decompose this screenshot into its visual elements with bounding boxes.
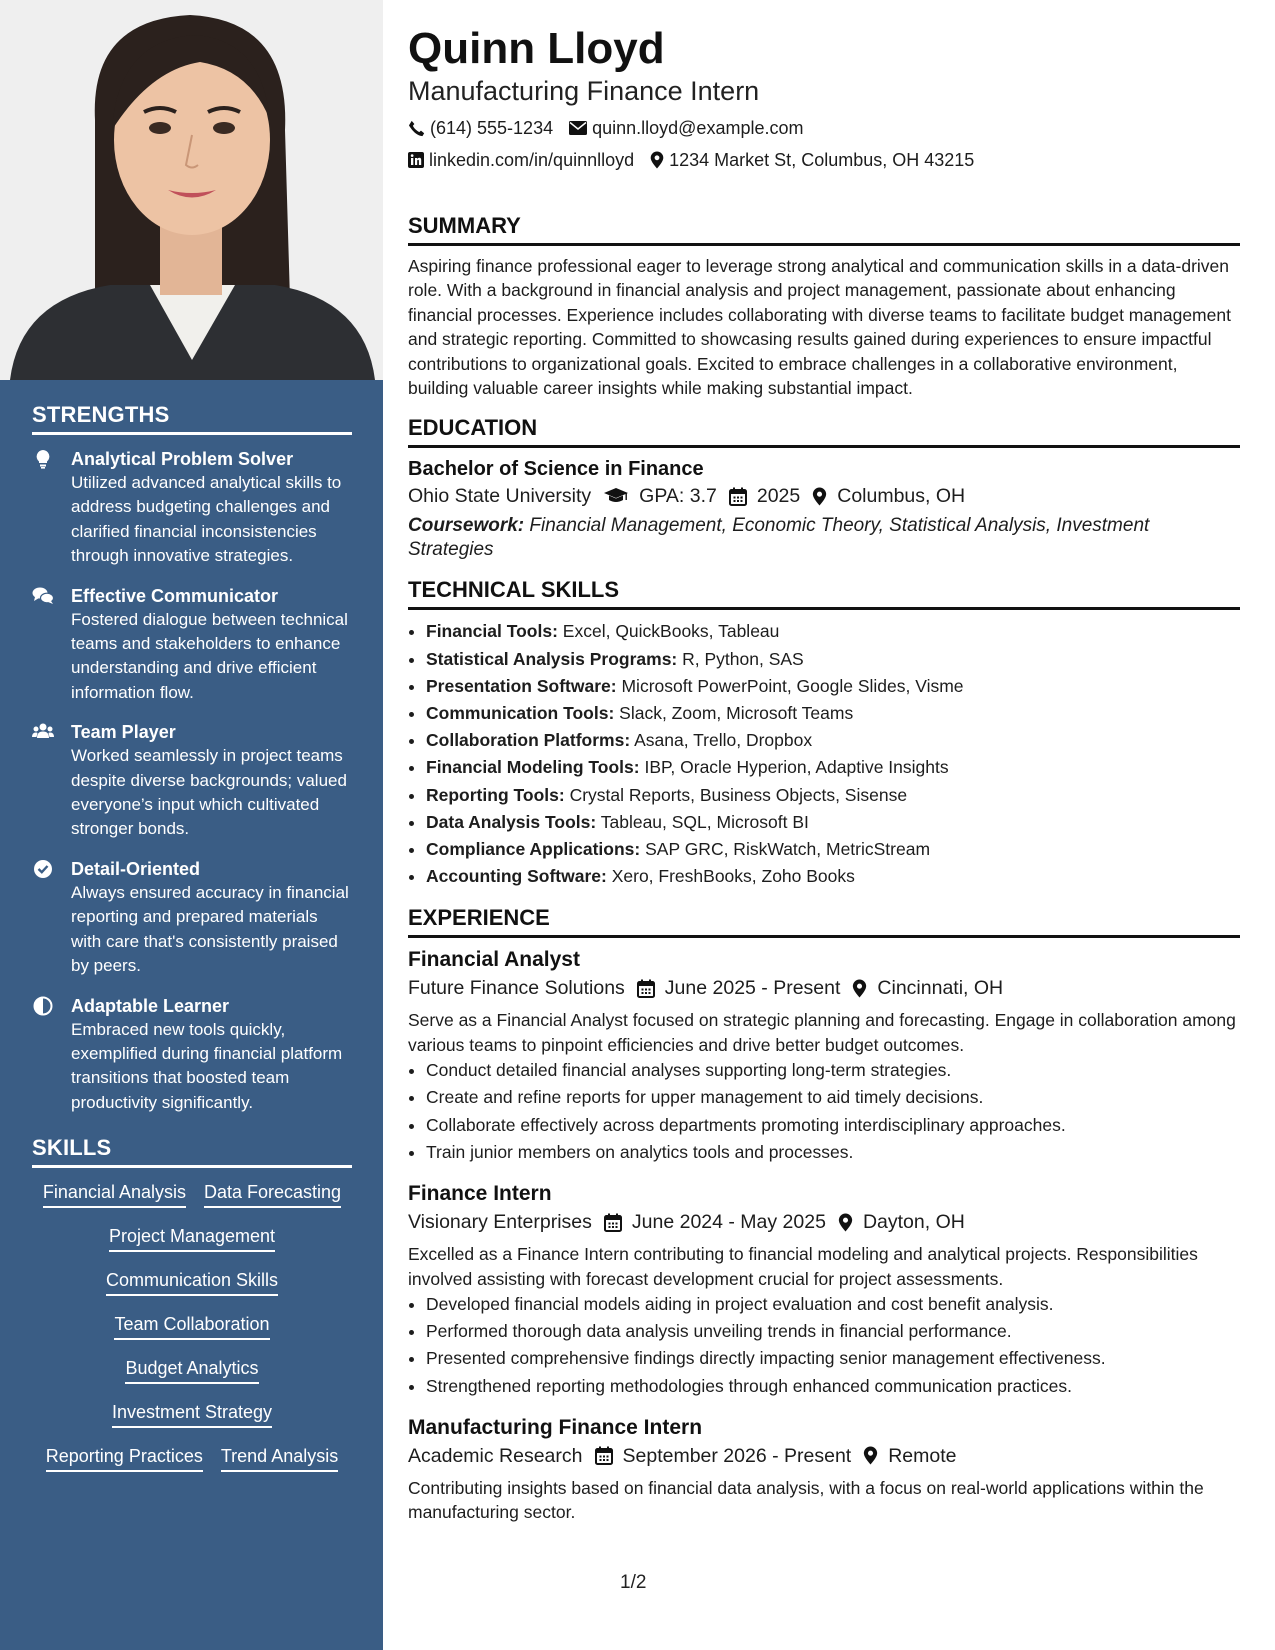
lightbulb-icon: [32, 449, 54, 469]
company-text: Future Finance Solutions: [408, 977, 625, 1000]
job-description: Serve as a Financial Analyst focused on strategic planning and forecasting. Engage in collaboration among various teams to pinpoint efficiencies and drive better budget outcomes.: [408, 1010, 1236, 1055]
summary-text: Aspiring finance professional eager to leverage strong analytical and communication skills in a data-driven role. With a background in financial analysis and project management, passionate about enhancing financial processes. Experience includes collaborating with diverse teams to facilitate budget management and strategic reporting. Committed to showcasing results gained during experiences to ensure impactful contributions to organizational goals. Excited to embrace challenges in a collaborative environment, building valuable career insights while making substantial impact.: [408, 256, 1231, 399]
job-entry: [408, 946, 1240, 1166]
list-item: • Presented comprehensive findings directly impacting senior management effectiveness.: [426, 1345, 1240, 1372]
sidebar: [0, 0, 383, 1650]
strength-item: [32, 994, 352, 1116]
linkedin-icon: [408, 152, 424, 168]
list-item: [426, 809, 1240, 836]
skill-tag: Budget Analytics: [125, 1356, 258, 1384]
gpa-item: [603, 482, 717, 510]
skill-row: [32, 1224, 352, 1252]
strength-desc: Utilized advanced analytical skills to address budgeting challenges and clarified financial inconsistencies through innovative strategies.: [71, 473, 342, 566]
dates-item: [604, 1208, 826, 1236]
strength-title: Team Player: [71, 722, 176, 743]
skill-tag: Trend Analysis: [221, 1444, 338, 1472]
calendar-icon: [595, 1446, 613, 1465]
skill-row: [32, 1356, 352, 1384]
strength-item: [32, 857, 352, 979]
skill-tag: Data Forecasting: [204, 1180, 341, 1208]
profile-photo: [0, 0, 383, 380]
skill-row: [32, 1312, 352, 1340]
candidate-role: Manufacturing Finance Intern: [408, 76, 760, 106]
skill-row: [32, 1180, 352, 1208]
address-text: 1234 Market St, Columbus, OH 43215: [669, 150, 975, 170]
list-item: [426, 754, 1240, 781]
map-pin-icon: [650, 151, 664, 169]
linkedin-contact[interactable]: [408, 148, 634, 172]
phone-icon: [408, 120, 425, 137]
coursework-label: Coursework:: [408, 515, 525, 537]
location-item: [852, 974, 1003, 1002]
list-item: [426, 782, 1240, 809]
calendar-icon: [604, 1213, 622, 1232]
email-text[interactable]: quinn.lloyd@example.com: [592, 118, 804, 138]
job-meta: [408, 1442, 1240, 1470]
dates-text: June 2024 - May 2025: [631, 1211, 826, 1234]
map-pin-icon: [852, 979, 867, 998]
email-contact[interactable]: [569, 116, 803, 140]
strength-desc: Worked seamlessly in project teams despite diverse backgrounds; valued everyone’s input which cultivated stronger bonds.: [71, 746, 347, 839]
job-title: Financial Analyst: [408, 948, 580, 972]
portrait-illustration: [0, 0, 383, 380]
skill-tag: Financial Analysis: [43, 1180, 186, 1208]
main-content: [408, 22, 1240, 1539]
list-item: • Conduct detailed financial analyses supporting long-term strategies.: [426, 1057, 1240, 1084]
gpa-text: GPA: 3.7: [639, 485, 717, 508]
job-title: Manufacturing Finance Intern: [408, 1415, 703, 1439]
map-pin-icon: [812, 487, 827, 506]
experience-heading: EXPERIENCE: [408, 904, 1240, 938]
strength-title: Analytical Problem Solver: [71, 449, 294, 469]
school-name: [408, 482, 591, 510]
linkedin-text[interactable]: linkedin.com/in/quinnlloyd: [429, 150, 635, 170]
candidate-name: Quinn Lloyd: [408, 24, 665, 73]
skill-label: Presentation Software:: [426, 675, 617, 696]
map-pin-icon: [863, 1446, 878, 1465]
list-item: [426, 646, 1240, 673]
degree-title: Bachelor of Science in Finance: [408, 458, 704, 481]
list-item: • Performed thorough data analysis unveiling trends in financial performance.: [426, 1318, 1240, 1345]
location-item: [863, 1442, 956, 1470]
location-text: Remote: [888, 1444, 957, 1467]
calendar-icon: [729, 487, 747, 506]
location-text: Columbus, OH: [837, 485, 966, 508]
location-item: [838, 1208, 965, 1236]
dates-text: June 2025 - Present: [664, 977, 841, 1000]
list-item: [426, 836, 1240, 863]
skill-value: Crystal Reports, Business Objects, Sisense: [569, 784, 908, 805]
skill-row: [32, 1268, 352, 1296]
strength-item: [32, 720, 352, 842]
summary-heading: SUMMARY: [408, 212, 1240, 246]
skill-tag: Communication Skills: [106, 1268, 278, 1296]
location-text: Dayton, OH: [862, 1211, 965, 1234]
location-text: Cincinnati, OH: [877, 977, 1004, 1000]
list-item: • Create and refine reports for upper management to aid timely decisions.: [426, 1084, 1240, 1111]
job-meta: [408, 974, 1240, 1002]
skill-value: R, Python, SAS: [682, 648, 804, 669]
company-text: Visionary Enterprises: [408, 1211, 592, 1234]
phone-text: (614) 555-1234: [430, 118, 554, 138]
list-item: [426, 700, 1240, 727]
skill-label: Financial Tools:: [426, 621, 558, 642]
skill-tag: Investment Strategy: [112, 1400, 272, 1428]
year-text: 2025: [756, 485, 801, 508]
skill-tag: Reporting Practices: [46, 1444, 203, 1472]
strength-desc: Embraced new tools quickly, exemplified during financial platform transitions that boosted team productivity significantly.: [71, 1019, 343, 1112]
users-icon: [32, 722, 54, 742]
company-item: [408, 1442, 583, 1470]
job-entry: [408, 1180, 1240, 1400]
list-item: [426, 673, 1240, 700]
skill-value: Slack, Zoom, Microsoft Teams: [619, 703, 854, 724]
job-bullets: [408, 1291, 1240, 1400]
graduation-cap-icon: [603, 487, 629, 505]
location-item: [812, 482, 965, 510]
skill-label: Communication Tools:: [426, 703, 615, 724]
skill-tag: Team Collaboration: [114, 1312, 269, 1340]
dates-text: September 2026 - Present: [622, 1444, 852, 1467]
skill-label: Statistical Analysis Programs:: [426, 648, 678, 669]
skill-label: Financial Modeling Tools:: [426, 757, 640, 778]
job-title: Finance Intern: [408, 1182, 552, 1206]
phone-contact: [408, 116, 553, 140]
skill-label: Reporting Tools:: [426, 784, 565, 805]
skill-label: Data Analysis Tools:: [426, 811, 597, 832]
company-item: [408, 1208, 592, 1236]
skill-label: Compliance Applications:: [426, 839, 641, 860]
list-item: [426, 618, 1240, 645]
technical-skills-heading: TECHNICAL SKILLS: [408, 576, 1240, 610]
job-description: Contributing insights based on financial data analysis, with a focus on real-world applications within the manufacturing sector.: [408, 1477, 1204, 1523]
dates-item: [595, 1442, 852, 1470]
school-text: Ohio State University: [408, 485, 592, 508]
strength-title: Detail-Oriented: [71, 858, 201, 879]
strength-title: Effective Communicator: [71, 585, 279, 606]
skill-label: Collaboration Platforms:: [426, 730, 631, 751]
half-circle-icon: [32, 996, 54, 1016]
address-contact: [650, 148, 974, 172]
strength-item: [32, 584, 352, 706]
coursework: [408, 514, 1240, 562]
education-heading: EDUCATION: [408, 414, 1240, 448]
strength-desc: Always ensured accuracy in financial reporting and prepared materials with care that's consistently praised by peers.: [71, 882, 349, 976]
comments-icon: [32, 586, 54, 606]
list-item: • Strengthened reporting methodologies through enhanced communication practices.: [426, 1373, 1240, 1400]
skill-value: Tableau, SQL, Microsoft BI: [600, 811, 809, 832]
job-entry: [408, 1414, 1240, 1525]
map-pin-icon: [838, 1213, 853, 1232]
job-description: Excelled as a Finance Intern contributing to financial modeling and analytical projects. Responsibilities involved assisting with forecast development crucial for project assessments.: [408, 1244, 1198, 1289]
calendar-icon: [637, 979, 655, 998]
company-item: [408, 974, 625, 1002]
list-item: • Train junior members on analytics tools and processes.: [426, 1139, 1240, 1166]
list-item: • Developed financial models aiding in project evaluation and cost benefit analysis.: [426, 1291, 1240, 1318]
envelope-icon: [569, 121, 587, 135]
skill-value: Xero, FreshBooks, Zoho Books: [611, 866, 855, 887]
job-meta: [408, 1208, 1240, 1236]
skill-value: SAP GRC, RiskWatch, MetricStream: [645, 839, 931, 860]
page-number: 1/2: [620, 1572, 647, 1593]
list-item: [426, 863, 1240, 890]
strengths-heading: STRENGTHS: [32, 402, 352, 435]
list-item: • Collaborate effectively across departments promoting interdisciplinary approaches.: [426, 1112, 1240, 1139]
skill-label: Accounting Software:: [426, 866, 607, 887]
skills-heading: SKILLS: [32, 1135, 352, 1168]
strength-desc: Fostered dialogue between technical teams and stakeholders to enhance understanding and drive efficient information flow.: [71, 609, 348, 702]
coursework-text: Financial Management, Economic Theory, Statistical Analysis, Investment Strategies: [408, 515, 1150, 561]
check-circle-icon: [32, 859, 54, 879]
strength-title: Adaptable Learner: [71, 995, 230, 1016]
year-item: [729, 482, 800, 510]
education-meta: [408, 482, 1240, 510]
contact-row: [408, 116, 1240, 140]
company-text: Academic Research: [408, 1444, 583, 1467]
job-bullets: [408, 1057, 1240, 1166]
skill-value: Asana, Trello, Dropbox: [634, 730, 813, 751]
sidebar-content: [32, 402, 352, 1488]
strength-item: [32, 447, 352, 569]
skill-value: IBP, Oracle Hyperion, Adaptive Insights: [644, 757, 949, 778]
skill-value: Microsoft PowerPoint, Google Slides, Visme: [621, 675, 964, 696]
technical-skills-list: [408, 618, 1240, 890]
dates-item: [637, 974, 841, 1002]
skill-row: [32, 1444, 352, 1472]
skill-row: [32, 1400, 352, 1428]
list-item: [426, 727, 1240, 754]
skill-tag: Project Management: [109, 1224, 275, 1252]
skill-value: Excel, QuickBooks, Tableau: [562, 621, 780, 642]
contact-row: [408, 148, 1240, 172]
